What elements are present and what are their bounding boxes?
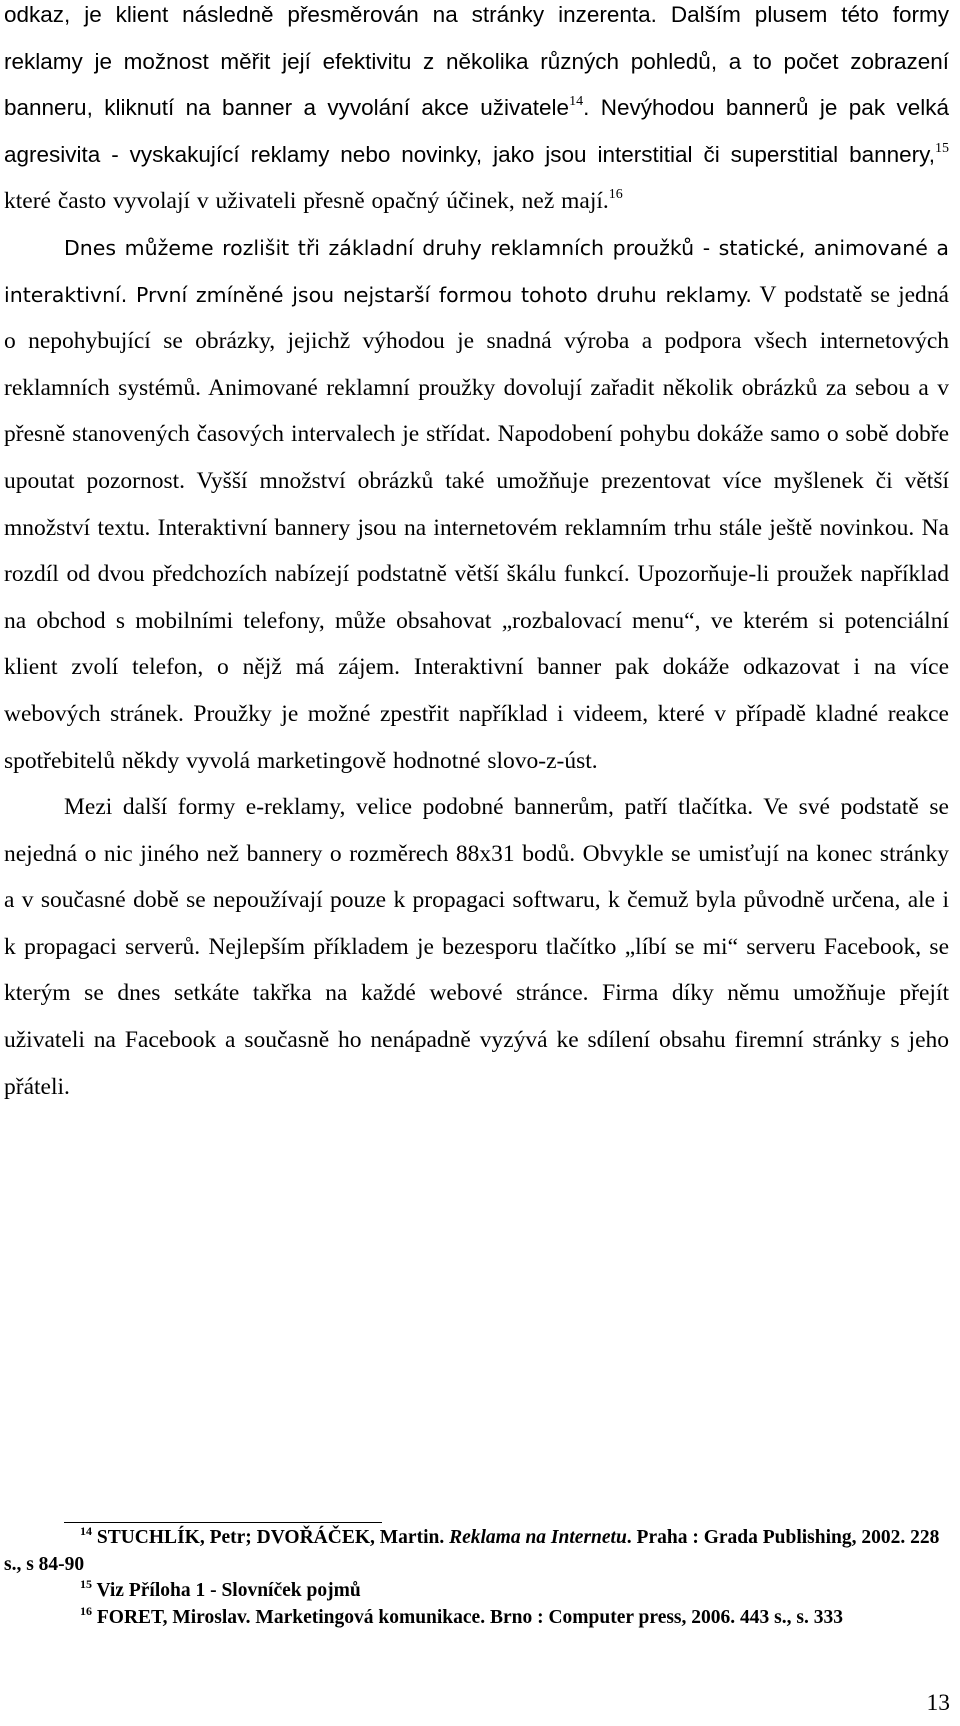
footnote-text: FORET, Miroslav. Marketingová komunikace. Brno : Computer press, 2006. 443 s., s. 333: [96, 1606, 843, 1628]
footnote-number: 14: [80, 1524, 92, 1538]
paragraph-text: . Nevýhodou bannerů je pak velká agresivita - vyskakující reklamy nebo novinky, jako jsou interstitial či superstitial bannery,: [4, 95, 949, 167]
footnote-number: 15: [80, 1577, 92, 1591]
page-body: [4, 0, 949, 1110]
paragraph-text: odkaz, je klient následně přesměrován na stránky inzerenta. Dalším plusem této formy reklamy je možnost měřit její efektivitu z několika různých pohledů, a to počet zobrazení banneru, kliknutí na banner a vyvolání akce uživatele: [4, 2, 949, 121]
footnote-ref-14[interactable]: 14: [569, 94, 584, 110]
footnote-15: [4, 1578, 949, 1605]
paragraph-text: Dnes můžeme rozlišit tři základní druhy reklamních proužků - statické, animované a interaktivní. První zmíněné jsou nejstarší formou tohoto druhu reklamy.: [4, 235, 949, 307]
footnote-number: 16: [80, 1603, 92, 1618]
paragraph-text: V podstatě se jedná o nepohybující se obrázky, jejichž výhodou je snadná výroba a podpora všech internetových reklamních systémů. Animované reklamní proužky dovolují zařadit několik obrázků za sebou a v přesně stanovených časových intervalech je střídat. Napodobení pohybu dokáže samo o sobě dobře upoutat pozornost. Vyšší množství obrázků také umožňuje prezentovat více myšlenek či větší množství textu. Interaktivní bannery jsou na internetovém reklamním trhu stále ještě novinkou. Na rozdíl od dvou předchozích nabízejí podstatně větší škálu funkcí. Upozorňuje-li proužek například na obchod s mobilními telefony, může obsahovat „rozbalovací menu“, ve kterém si potenciální klient zvolí telefon, o nějž má zájem. Interaktivní banner pak dokáže odkazovat i na více webových stránek. Proužky je možné zpestřit například i videem, které v případě kladné reakce spotřebitelů někdy vyvolá marketingově hodnotné slovo-z-úst.: [4, 281, 949, 774]
footnotes: [4, 1525, 949, 1631]
paragraph-banner-types: [4, 225, 949, 784]
paragraph-buttons: Mezi další formy e-reklamy, velice podobné bannerům, patří tlačítka. Ve své podstatě se nejedná o nic jiného než bannery o rozměrech 88x31 bodů. Obvykle se umisťují na konec stránky a v současné době se nepoužívají pouze k propagaci softwaru, k čemuž byla původně určena, ale i k propagaci serverů. Nejlepším příkladem je bezesporu tlačítko „líbí se mi“ serveru Facebook, se kterým se dnes setkáte takřka na každé webové stránce. Firma díky němu umožňuje přejít uživateli na Facebook a současně ho nenápadně vyzývá ke sdílení obsahu firemní stránky s jeho přáteli.: [4, 794, 949, 1100]
footnote-14: [4, 1525, 949, 1578]
footnote-ref-16[interactable]: 16: [608, 187, 623, 203]
footnote-text: Viz Příloha 1 - Slovníček pojmů: [96, 1580, 361, 1601]
footnote-text: . Praha : Grada Publishing, 2002. 228 s., s 84-90: [4, 1527, 940, 1575]
footnote-title: Reklama na Internetu: [449, 1527, 627, 1548]
footnote-16: [4, 1605, 949, 1632]
page-number: 13: [926, 1690, 950, 1716]
paragraph-text: které často vyvolají v uživateli přesně opačný účinek, než mají.: [4, 188, 609, 215]
footnote-ref-15[interactable]: 15: [935, 140, 949, 156]
footnote-separator: [64, 1522, 382, 1523]
paragraph-banner-advantages: [4, 0, 949, 225]
footnote-text: STUCHLÍK, Petr; DVOŘÁČEK, Martin.: [96, 1527, 450, 1548]
